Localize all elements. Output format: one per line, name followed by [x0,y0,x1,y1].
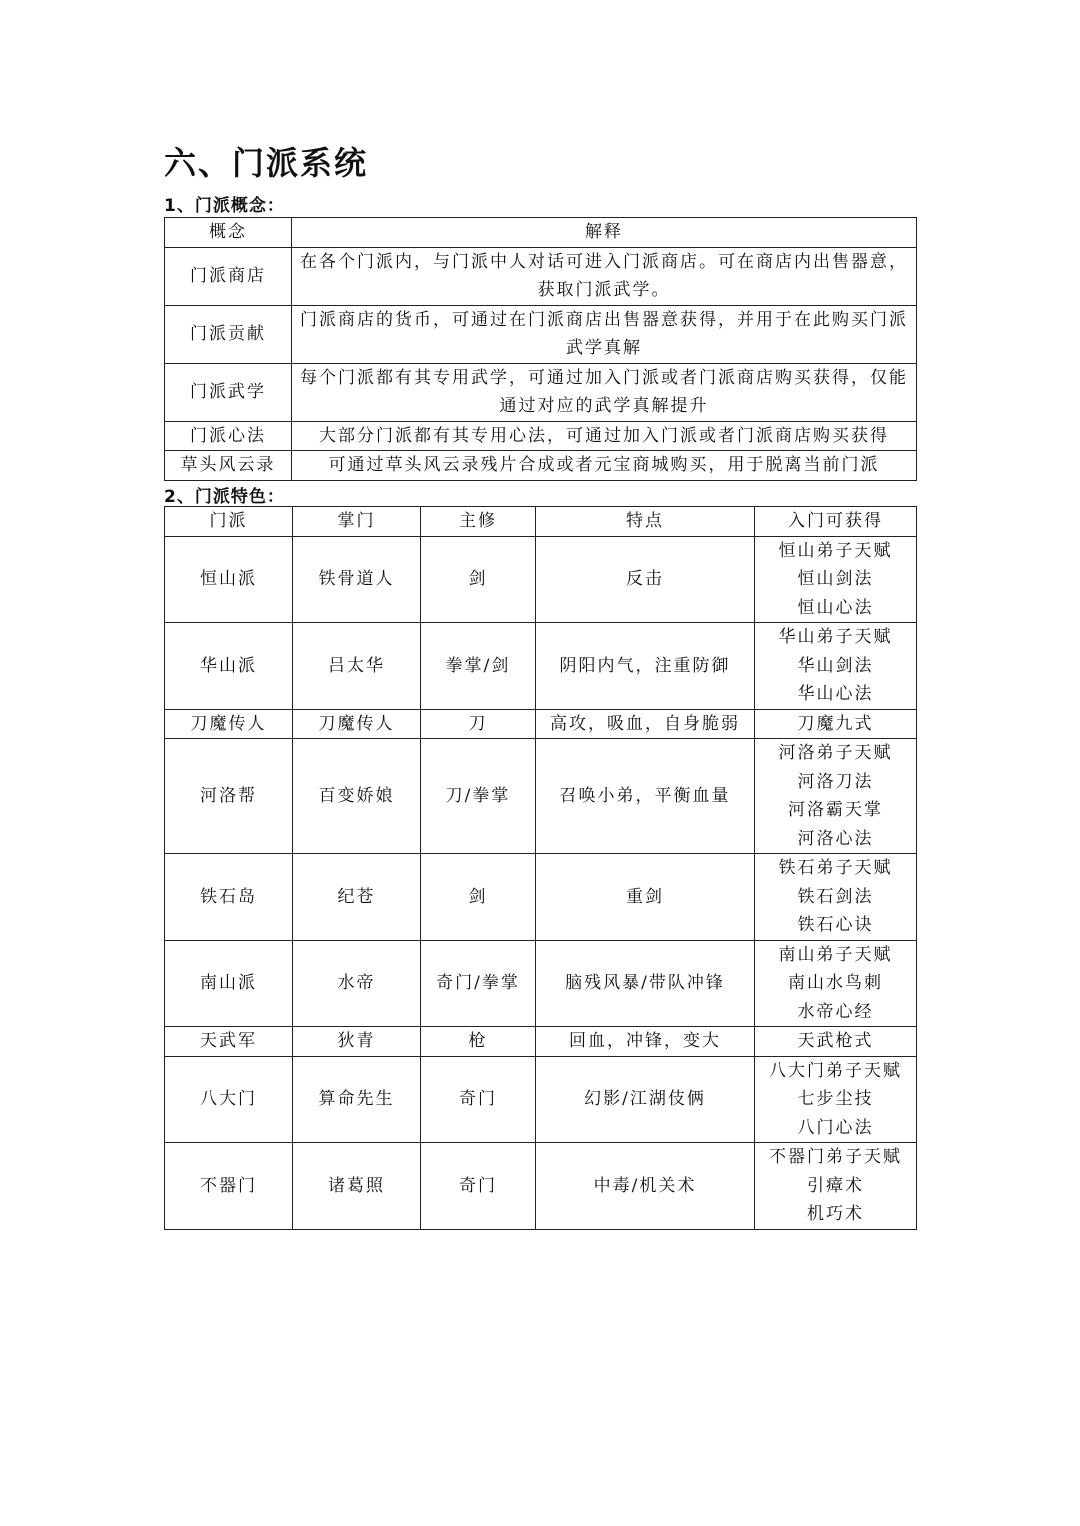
gain-item: 恒山弟子天赋 [778,540,893,561]
sect-gains [755,739,917,854]
sect-name: 不器门 [165,1143,293,1230]
gain-item: 水帝心经 [797,1001,874,1022]
table-row [165,305,917,363]
gain-item: 恒山剑法 [797,569,874,589]
column-header: 门派 [165,507,293,537]
sect-feature: 回血，冲锋，变大 [536,1027,755,1057]
sect-major: 刀/拳掌 [421,739,536,854]
sect-name: 河洛帮 [165,739,293,854]
sect-master: 百变娇娘 [293,739,421,854]
table-row [165,363,917,421]
gain-item: 不器门弟子天赋 [769,1147,902,1167]
sect-name: 天武军 [165,1027,293,1057]
table-row [165,451,917,481]
concept-table [164,217,917,481]
table-row [165,1027,917,1057]
gain-item: 河洛弟子天赋 [778,743,893,763]
sect-name: 铁石岛 [165,854,293,941]
gain-item: 河洛刀法 [797,771,874,792]
gain-item: 河洛心法 [797,828,874,849]
gain-item: 南山弟子天赋 [778,944,893,965]
table-row [165,1143,917,1230]
page-title: 六、门派系统 [164,144,369,182]
table-row [165,739,917,854]
sect-master: 算命先生 [293,1056,421,1143]
gain-item: 铁石心诀 [797,915,874,935]
sect-gains [755,1143,917,1230]
sect-major: 剑 [421,536,536,623]
sect-feature: 脑残风暴/带队冲锋 [536,940,755,1027]
gain-item: 七步尘技 [797,1089,874,1109]
column-header: 概念 [165,218,292,248]
concept-term: 草头风云录 [165,451,292,481]
concept-term: 门派武学 [165,363,292,421]
gain-item: 华山心法 [797,684,874,704]
concept-term: 门派商店 [165,247,292,305]
column-header: 掌门 [293,507,421,537]
gain-item: 铁石弟子天赋 [778,858,893,878]
sect-name: 华山派 [165,623,293,710]
sect-name: 刀魔传人 [165,709,293,739]
sect-master: 诸葛照 [293,1143,421,1230]
gain-item: 华山剑法 [797,655,874,676]
sect-major: 奇门/拳掌 [421,940,536,1027]
sect-gains [755,854,917,941]
gain-item: 机巧术 [807,1204,864,1224]
sect-major: 拳掌/剑 [421,623,536,710]
sect-feature: 幻影/江湖伎俩 [536,1056,755,1143]
section-heading-sects: 2、门派特色： [164,487,285,507]
concept-term: 门派贡献 [165,305,292,363]
gain-item: 华山弟子天赋 [778,627,893,647]
sect-master: 吕太华 [293,623,421,710]
gain-item: 河洛霸天掌 [788,800,883,820]
gain-item: 南山水鸟刺 [788,973,883,993]
sect-feature: 中毒/机关术 [536,1143,755,1230]
sect-gains [755,623,917,710]
sect-gains [755,536,917,623]
table-header-row [165,218,917,248]
sect-feature: 高攻，吸血，自身脆弱 [536,709,755,739]
sect-gains [755,709,917,739]
concept-description: 在各个门派内，与门派中人对话可进入门派商店。可在商店内出售器意，获取门派武学。 [292,247,917,305]
concept-description: 门派商店的货币，可通过在门派商店出售器意获得，并用于在此购买门派武学真解 [292,305,917,363]
table-row [165,421,917,451]
sect-name: 恒山派 [165,536,293,623]
table-row [165,1056,917,1143]
column-header: 解释 [292,218,917,248]
sect-gains [755,1056,917,1143]
sect-major: 奇门 [421,1056,536,1143]
gain-item: 铁石剑法 [797,886,874,907]
concept-description: 可通过草头风云录残片合成或者元宝商城购买，用于脱离当前门派 [292,451,917,481]
sect-master: 铁骨道人 [293,536,421,623]
sect-major: 剑 [421,854,536,941]
concept-description: 每个门派都有其专用武学，可通过加入门派或者门派商店购买获得，仅能通过对应的武学真解提升 [292,363,917,421]
sect-name: 南山派 [165,940,293,1027]
sect-major: 枪 [421,1027,536,1057]
sect-master: 狄青 [293,1027,421,1057]
section-heading-concepts: 1、门派概念： [164,196,285,216]
concept-description: 大部分门派都有其专用心法，可通过加入门派或者门派商店购买获得 [292,421,917,451]
sect-major: 奇门 [421,1143,536,1230]
sect-gains [755,1027,917,1057]
table-row [165,940,917,1027]
sect-feature: 阴阳内气，注重防御 [536,623,755,710]
table-row [165,709,917,739]
sect-master: 纪苍 [293,854,421,941]
gain-item: 八门心法 [797,1117,874,1138]
gain-item: 恒山心法 [797,597,874,618]
table-row [165,854,917,941]
sect-table [164,506,917,1230]
table-header-row [165,507,917,537]
sect-feature: 召唤小弟，平衡血量 [536,739,755,854]
gain-item: 天武枪式 [797,1031,874,1051]
sect-name: 八大门 [165,1056,293,1143]
sect-master: 水帝 [293,940,421,1027]
sect-gains [755,940,917,1027]
column-header: 主修 [421,507,536,537]
sect-master: 刀魔传人 [293,709,421,739]
table-row [165,247,917,305]
sect-feature: 重剑 [536,854,755,941]
gain-item: 刀魔九式 [797,713,874,734]
gain-item: 八大门弟子天赋 [769,1060,902,1081]
table-row [165,623,917,710]
table-row [165,536,917,623]
sect-feature: 反击 [536,536,755,623]
sect-major: 刀 [421,709,536,739]
column-header: 入门可获得 [755,507,917,537]
gain-item: 引瘴术 [807,1175,864,1196]
concept-term: 门派心法 [165,421,292,451]
column-header: 特点 [536,507,755,537]
